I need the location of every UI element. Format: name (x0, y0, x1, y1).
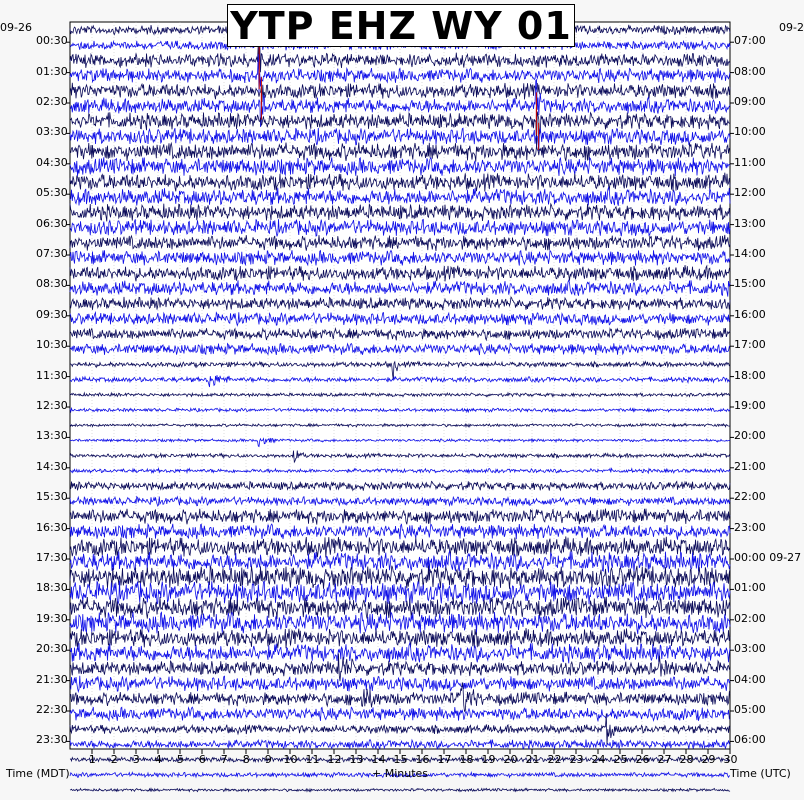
x-tick-label: 12 (327, 753, 342, 766)
right-time-label: 05:00 (734, 703, 766, 716)
right-time-label: 22:00 (734, 490, 766, 504)
left-time-label: 08:30 (36, 277, 68, 291)
x-tick-label: 29 (701, 753, 716, 766)
trace-row (70, 788, 730, 791)
x-tick-label: 22 (547, 753, 562, 766)
right-time-label: 03:00 (734, 642, 766, 656)
x-tick-label: 10 (283, 753, 298, 766)
left-time-label: 00:30 (36, 34, 68, 48)
right-time-label: 13:00 (734, 216, 766, 230)
x-tick-label: 27 (657, 753, 672, 766)
left-time-label: 05:30 (36, 186, 68, 200)
x-tick-label: 14 (371, 753, 386, 766)
x-tick-label: 28 (679, 753, 694, 766)
left-time-label: 11:30 (36, 368, 68, 382)
x-tick-label: 1 (88, 753, 96, 766)
left-time-label: 22:30 (36, 703, 68, 716)
right-time-label: 12:00 (734, 186, 766, 200)
x-tick-label: 20 (503, 753, 518, 766)
x-tick-label: 4 (154, 753, 162, 766)
x-tick-label: 9 (264, 753, 272, 766)
x-tick-label: 18 (459, 753, 474, 766)
left-time-label: 01:30 (36, 64, 68, 78)
right-time-label: 11:00 (734, 155, 766, 169)
right-time-label: 23:00 (734, 520, 766, 534)
left-time-label: 19:30 (36, 611, 68, 625)
right-time-label: 07:00 (734, 34, 766, 48)
left-time-label: 04:30 (36, 155, 68, 169)
x-tick-label: 11 (305, 753, 320, 766)
x-tick-label: 5 (176, 753, 184, 766)
chart-title: YTP EHZ WY 01 (227, 4, 575, 47)
x-axis-label: + Minutes (372, 767, 429, 780)
right-time-label: 14:00 (734, 247, 766, 260)
right-time-label: 16:00 (734, 307, 766, 321)
x-tick-label: 25 (613, 753, 628, 766)
right-time-label: 20:00 (734, 429, 766, 443)
x-tick-label: 19 (481, 753, 496, 766)
right-time-label: 10:00 (734, 125, 766, 139)
x-tick-label: 26 (635, 753, 650, 766)
left-time-label: 06:30 (36, 216, 68, 230)
right-time-label: 19:00 (734, 399, 766, 412)
left-time-label: 16:30 (36, 520, 68, 534)
left-axis-label: Time (MDT) (6, 767, 70, 780)
left-time-label: 02:30 (36, 95, 68, 108)
right-time-label: 08:00 (734, 64, 766, 78)
x-tick-label: 8 (242, 753, 250, 766)
left-time-label: 21:30 (36, 672, 68, 686)
left-time-label: 03:30 (36, 125, 68, 139)
date-right-label: 09-2 (779, 21, 804, 34)
right-time-label: 09:00 (734, 95, 766, 108)
x-tick-label: 30 (723, 753, 738, 766)
x-tick-label: 2 (110, 753, 118, 766)
left-time-label: 07:30 (36, 247, 68, 260)
right-time-label: 15:00 (734, 277, 766, 291)
right-time-label: 17:00 (734, 338, 766, 352)
right-time-label: 21:00 (734, 459, 766, 473)
x-tick-label: 21 (525, 753, 540, 766)
left-time-label: 15:30 (36, 490, 68, 504)
x-tick-label: 15 (393, 753, 408, 766)
x-tick-label: 6 (198, 753, 206, 766)
right-time-label: 00:00 09-27 (734, 551, 802, 564)
right-time-label: 06:00 (734, 733, 766, 747)
date-left-label: 09-26 (0, 21, 32, 34)
left-time-label: 18:30 (36, 581, 68, 595)
right-axis-label: Time (UTC) (730, 767, 791, 780)
x-tick-label: 3 (132, 753, 140, 766)
x-tick-label: 13 (349, 753, 364, 766)
left-time-label: 13:30 (36, 429, 68, 443)
left-time-label: 23:30 (36, 733, 68, 747)
left-time-label: 14:30 (36, 459, 68, 473)
x-tick-label: 17 (437, 753, 452, 766)
right-time-label: 04:00 (734, 672, 766, 686)
right-time-label: 18:00 (734, 368, 766, 382)
x-tick-label: 7 (220, 753, 228, 766)
x-tick-label: 24 (591, 753, 606, 766)
x-tick-label: 23 (569, 753, 584, 766)
left-time-label: 17:30 (36, 551, 68, 564)
right-time-label: 01:00 (734, 581, 766, 595)
left-time-label: 10:30 (36, 338, 68, 352)
left-time-label: 09:30 (36, 307, 68, 321)
right-time-label: 02:00 (734, 611, 766, 625)
x-tick-label: 16 (415, 753, 430, 766)
left-time-label: 20:30 (36, 642, 68, 656)
left-time-label: 12:30 (36, 399, 68, 412)
